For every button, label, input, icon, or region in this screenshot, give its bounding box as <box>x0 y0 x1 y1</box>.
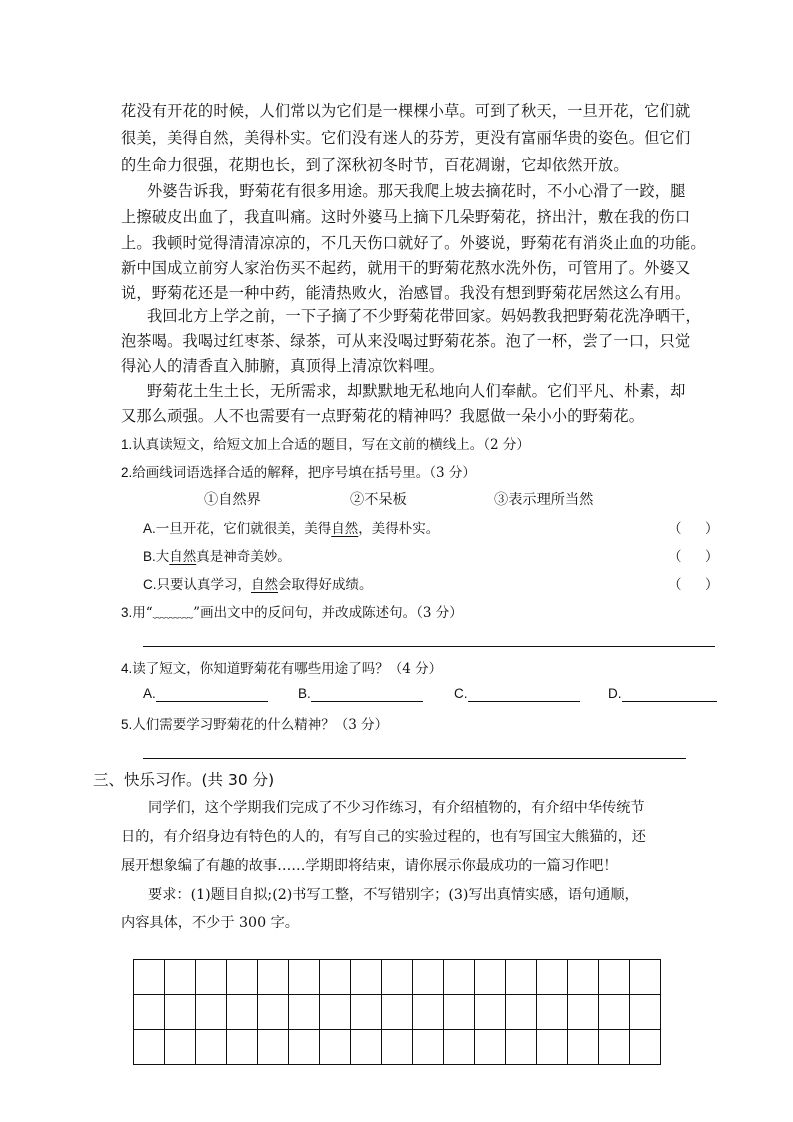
grid-cell[interactable] <box>382 1030 413 1065</box>
q2-item-c <box>143 573 373 593</box>
grid-cell[interactable] <box>258 1030 289 1065</box>
item-label: C. <box>143 577 157 592</box>
grid-cell[interactable] <box>196 960 227 995</box>
grid-cell[interactable] <box>475 1030 506 1065</box>
grid-row <box>134 1030 661 1065</box>
item-text: 真是神奇美妙。 <box>196 549 291 565</box>
grid-cell[interactable] <box>165 1030 196 1065</box>
blank-label: C. <box>454 686 468 701</box>
grid-cell[interactable] <box>475 960 506 995</box>
question-text: 用“﹏﹏﹏”画出文中的反问句，并改成陈述句。（3 分） <box>132 605 463 621</box>
section-3-line: 内容具体，不少于 300 字。 <box>121 915 299 931</box>
grid-cell[interactable] <box>196 995 227 1030</box>
grid-cell[interactable] <box>320 960 351 995</box>
question-text: 读了短文，你知道野菊花有哪些用途了吗？（4 分） <box>132 661 443 677</box>
grid-cell[interactable] <box>506 1030 537 1065</box>
answer-paren-close: ） <box>705 577 719 593</box>
q4-blank-d[interactable] <box>608 686 717 702</box>
question-1 <box>121 433 530 453</box>
grid-cell[interactable] <box>444 995 475 1030</box>
passage-line: 上擦破皮出血了，我直叫痛。这时外婆马上摘下几朵野菊花，挤出汁，敷在我的伤口 <box>121 208 691 226</box>
q2-item-b <box>143 545 291 565</box>
section-3-line: 要求：(1)题目自拟;(2)书写工整，不写错别字；(3)写出真情实感，语句通顺， <box>148 887 639 903</box>
question-3 <box>121 601 463 621</box>
question-4 <box>121 657 442 677</box>
grid-cell[interactable] <box>599 1030 630 1065</box>
question-5 <box>121 713 388 733</box>
grid-cell[interactable] <box>320 995 351 1030</box>
answer-paren-close: ） <box>705 549 719 565</box>
blank-line[interactable] <box>468 687 580 702</box>
grid-cell[interactable] <box>227 995 258 1030</box>
item-text: 一旦开花，它们就很美，美得 <box>155 521 332 537</box>
passage-line: 我回北方上学之前，一下子摘了不少野菊花带回家。妈妈教我把野菊花洗净晒干， <box>147 307 701 325</box>
grid-cell[interactable] <box>351 1030 382 1065</box>
grid-cell[interactable] <box>289 995 320 1030</box>
grid-cell[interactable] <box>165 995 196 1030</box>
option-3: ③表示理所当然 <box>494 492 594 508</box>
question-text: 人们需要学习野菊花的什么精神？（3 分） <box>132 717 389 733</box>
grid-cell[interactable] <box>320 1030 351 1065</box>
q4-blank-b[interactable] <box>298 686 423 702</box>
grid-cell[interactable] <box>289 1030 320 1065</box>
grid-row <box>134 995 661 1030</box>
grid-cell[interactable] <box>165 960 196 995</box>
q4-blank-c[interactable] <box>454 686 580 702</box>
grid-cell[interactable] <box>537 995 568 1030</box>
grid-cell[interactable] <box>444 1030 475 1065</box>
grid-cell[interactable] <box>568 995 599 1030</box>
grid-cell[interactable] <box>568 1030 599 1065</box>
grid-cell[interactable] <box>599 995 630 1030</box>
grid-cell[interactable] <box>134 995 165 1030</box>
item-text: ，美得朴实。 <box>358 521 440 537</box>
option-2: ②不呆板 <box>350 492 407 508</box>
answer-paren-open: （ <box>668 521 682 537</box>
section-3-line: 同学们，这个学期我们完成了不少习作练习，有介绍植物的，有介绍中华传统节 <box>148 800 645 816</box>
question-number: 2. <box>121 465 133 480</box>
item-text: 会取得好成绩。 <box>278 577 373 593</box>
question-number: 3. <box>121 605 133 620</box>
grid-cell[interactable] <box>568 960 599 995</box>
passage-line: 说，野菊花还是一种中药，能清热败火，治感冒。我没有想到野菊花居然这么有用。 <box>121 284 691 302</box>
item-label: A. <box>143 521 156 536</box>
passage-line: 泡茶喝。我喝过红枣茶、绿茶，可从来没喝过野菊花茶。泡了一杯，尝了一口，只觉 <box>121 332 691 350</box>
blank-line[interactable] <box>622 687 717 702</box>
grid-cell[interactable] <box>630 995 661 1030</box>
underlined-word: 自然 <box>169 549 197 565</box>
passage-line: 很美，美得自然，美得朴实。它们没有迷人的芬芳，更没有富丽华贵的姿色。但它们 <box>121 129 691 147</box>
question-number: 4. <box>121 661 133 676</box>
blank-line[interactable] <box>156 687 268 702</box>
blank-line[interactable] <box>311 687 423 702</box>
grid-cell[interactable] <box>537 960 568 995</box>
underlined-word: 自然 <box>331 521 359 537</box>
grid-cell[interactable] <box>258 995 289 1030</box>
answer-paren-close: ） <box>705 521 719 537</box>
grid-cell[interactable] <box>630 960 661 995</box>
grid-cell[interactable] <box>413 960 444 995</box>
grid-cell[interactable] <box>413 1030 444 1065</box>
grid-row <box>134 960 661 995</box>
grid-cell[interactable] <box>537 1030 568 1065</box>
section-3-line: 展开想象编了有趣的故事……学期即将结束，请你展示你最成功的一篇习作吧！ <box>121 858 618 874</box>
option-1: ①自然界 <box>204 492 261 508</box>
item-label: B. <box>143 549 156 564</box>
answer-paren-open: （ <box>668 549 682 565</box>
passage-line: 的生命力很强，花期也长，到了深秋初冬时节，百花凋谢，它却依然开放。 <box>121 156 629 174</box>
grid-cell[interactable] <box>351 995 382 1030</box>
passage-line: 得沁人的清香直入肺腑，真顶得上清凉饮料哩。 <box>121 357 445 375</box>
passage-line: 上。我顿时觉得清清凉凉的，不几天伤口就好了。外婆说，野菊花有消炎止血的功能。 <box>121 234 706 252</box>
passage-line: 花没有开花的时候，人们常以为它们是一棵棵小草。可到了秋天，一旦开花，它们就 <box>121 102 691 120</box>
q2-item-a <box>143 517 439 537</box>
answer-line-q3[interactable] <box>143 646 715 647</box>
item-text: 只要认真学习， <box>156 577 251 593</box>
grid-cell[interactable] <box>444 960 475 995</box>
grid-cell[interactable] <box>413 995 444 1030</box>
answer-paren-open: （ <box>668 577 682 593</box>
grid-cell[interactable] <box>382 995 413 1030</box>
passage-line: 野菊花土生土长，无所需求，却默默地无私地向人们奉献。它们平凡、朴素，却 <box>147 382 686 400</box>
grid-cell[interactable] <box>196 1030 227 1065</box>
grid-cell[interactable] <box>506 960 537 995</box>
q4-blank-a[interactable] <box>143 686 268 702</box>
question-number: 5. <box>121 717 133 732</box>
question-text: 认真读短文，给短文加上合适的题目，写在文前的横线上。（2 分） <box>132 437 530 453</box>
passage-line: 又那么顽强。人不也需要有一点野菊花的精神吗？我愿做一朵小小的野菊花。 <box>121 407 645 425</box>
grid-cell[interactable] <box>630 1030 661 1065</box>
grid-cell[interactable] <box>227 960 258 995</box>
grid-cell[interactable] <box>227 1030 258 1065</box>
grid-cell[interactable] <box>351 960 382 995</box>
item-text: 大 <box>155 549 170 565</box>
grid-cell[interactable] <box>289 960 320 995</box>
grid-cell[interactable] <box>599 960 630 995</box>
grid-cell[interactable] <box>506 995 537 1030</box>
blank-label: D. <box>608 686 622 701</box>
writing-grid[interactable] <box>133 959 661 1065</box>
grid-cell[interactable] <box>134 960 165 995</box>
grid-cell[interactable] <box>475 995 506 1030</box>
section-3-heading: 三、快乐习作。(共 30 分) <box>93 771 275 789</box>
question-number: 1. <box>121 437 133 452</box>
question-2 <box>121 461 476 481</box>
blank-label: B. <box>298 686 311 701</box>
section-3-line: 日的，有介绍身边有特色的人的，有写自己的实验过程的，也有写国宝大熊猫的，还 <box>121 829 646 845</box>
question-text: 给画线词语选择合适的解释，把序号填在括号里。（3 分） <box>132 465 476 481</box>
passage-line: 新中国成立前穷人家治伤买不起药，就用干的野菊花熬水洗外伤，可管用了。外婆又 <box>121 259 691 277</box>
answer-line-q5[interactable] <box>143 758 686 759</box>
grid-cell[interactable] <box>258 960 289 995</box>
grid-cell[interactable] <box>382 960 413 995</box>
blank-label: A. <box>143 686 156 701</box>
underlined-word: 自然 <box>251 577 278 593</box>
grid-cell[interactable] <box>134 1030 165 1065</box>
passage-line: 外婆告诉我，野菊花有很多用途。那天我爬上坡去摘花时，不小心滑了一跤，腿 <box>147 182 686 200</box>
